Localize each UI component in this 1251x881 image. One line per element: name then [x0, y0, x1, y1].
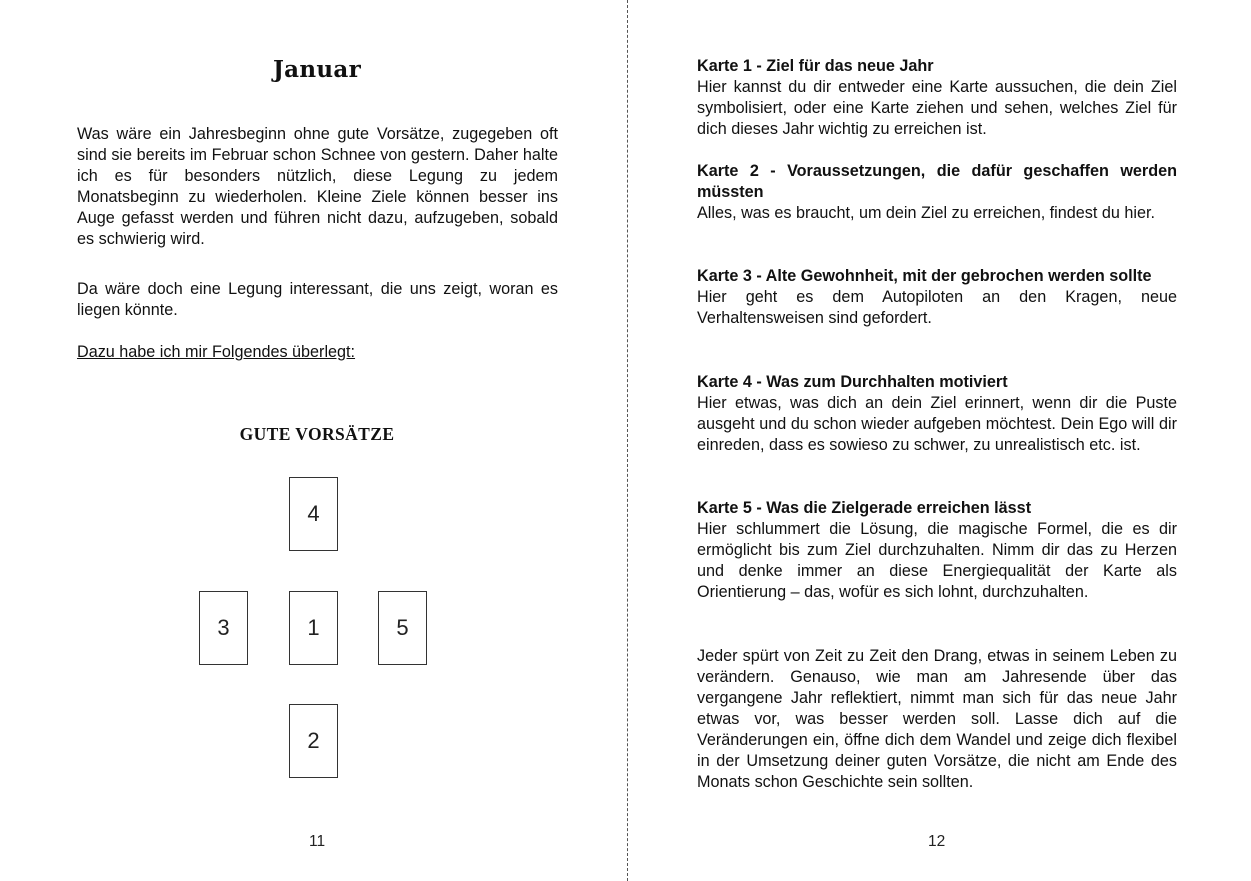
section-text: Hier etwas, was dich an dein Ziel erinnert, wenn dir die Puste ausgeht und du schon wieder aufgeben möchtest. Dein Ego will dir einreden, dass es sowieso zu schwer, zu unrealistisch etc. ist.: [697, 394, 1177, 454]
card-5: 5: [378, 591, 427, 665]
page-number-left: 11: [309, 833, 326, 850]
page-title: Januar: [272, 56, 362, 83]
page-divider: [627, 0, 628, 881]
card-3-section: [697, 266, 1177, 329]
intro-paragraph: Was wäre ein Jahresbeginn ohne gute Vorsätze, zugegeben oft sind sie bereits im Februar schon Schnee von gestern. Daher halte ich es für besonders nützlich, diese Legung zu jedem Monatsbeginn zu wiederholen. Kleine Ziele können besser ins Auge gefasst werden und führen nicht dazu, aufzugeben, sobald es schwierig wird.: [77, 125, 558, 248]
section-text: Hier kannst du dir entweder eine Karte aussuchen, die dein Ziel symbolisiert, oder eine Karte ziehen und sehen, welches Ziel für dich dieses Jahr wichtig zu erreichen ist.: [697, 78, 1177, 138]
section-heading: Karte 1 - Ziel für das neue Jahr: [697, 57, 934, 75]
spread-title: GUTE VORSÄTZE: [239, 424, 395, 444]
card-4-section: [697, 372, 1177, 456]
card-1-section: [697, 56, 1177, 140]
section-heading: Karte 4 - Was zum Durchhalten motiviert: [697, 373, 1008, 391]
section-heading: Karte 3 - Alte Gewohnheit, mit der gebrochen werden sollte: [697, 267, 1152, 285]
section-text: Hier schlummert die Lösung, die magische Formel, die es dir ermöglicht bis zum Ziel durchzuhalten. Nimm dir das zu Herzen und denke immer an diese Energiequalität der Karte als Orientierung – das, wofür es sich lohnt, durchzuhalten.: [697, 520, 1177, 601]
card-5-section: [697, 498, 1177, 603]
underlined-line: Dazu habe ich mir Folgendes überlegt:: [77, 343, 356, 361]
card-2-section: [697, 161, 1177, 224]
closing-paragraph: Jeder spürt von Zeit zu Zeit den Drang, etwas in seinem Leben zu verändern. Genauso, wie man am Jahresende über das vergangene Jahr reflektiert, nimmt man sich für das neue Jahr etwas vor, was besser werden soll. Lasse dich auf die Veränderungen ein, öffne dich dem Wandel und zeige dich flexibel in der Umsetzung deiner guten Vorsätze, die nicht am Ende des Monats schon Geschichte sein sollten.: [697, 647, 1177, 791]
card-2: 2: [289, 704, 338, 778]
section-text: Hier geht es dem Autopiloten an den Kragen, neue Verhaltensweisen sind gefordert.: [697, 288, 1177, 327]
section-text: Alles, was es braucht, um dein Ziel zu erreichen, findest du hier.: [697, 204, 1155, 222]
page-number-right: 12: [928, 833, 946, 850]
section-heading: Karte 5 - Was die Zielgerade erreichen lässt: [697, 499, 1032, 517]
card-4: 4: [289, 477, 338, 551]
second-paragraph: Da wäre doch eine Legung interessant, die uns zeigt, woran es liegen könnte.: [77, 280, 558, 319]
card-1: 1: [289, 591, 338, 665]
card-3: 3: [199, 591, 248, 665]
section-heading: Karte 2 - Voraussetzungen, die dafür geschaffen werden müssten: [697, 162, 1177, 201]
